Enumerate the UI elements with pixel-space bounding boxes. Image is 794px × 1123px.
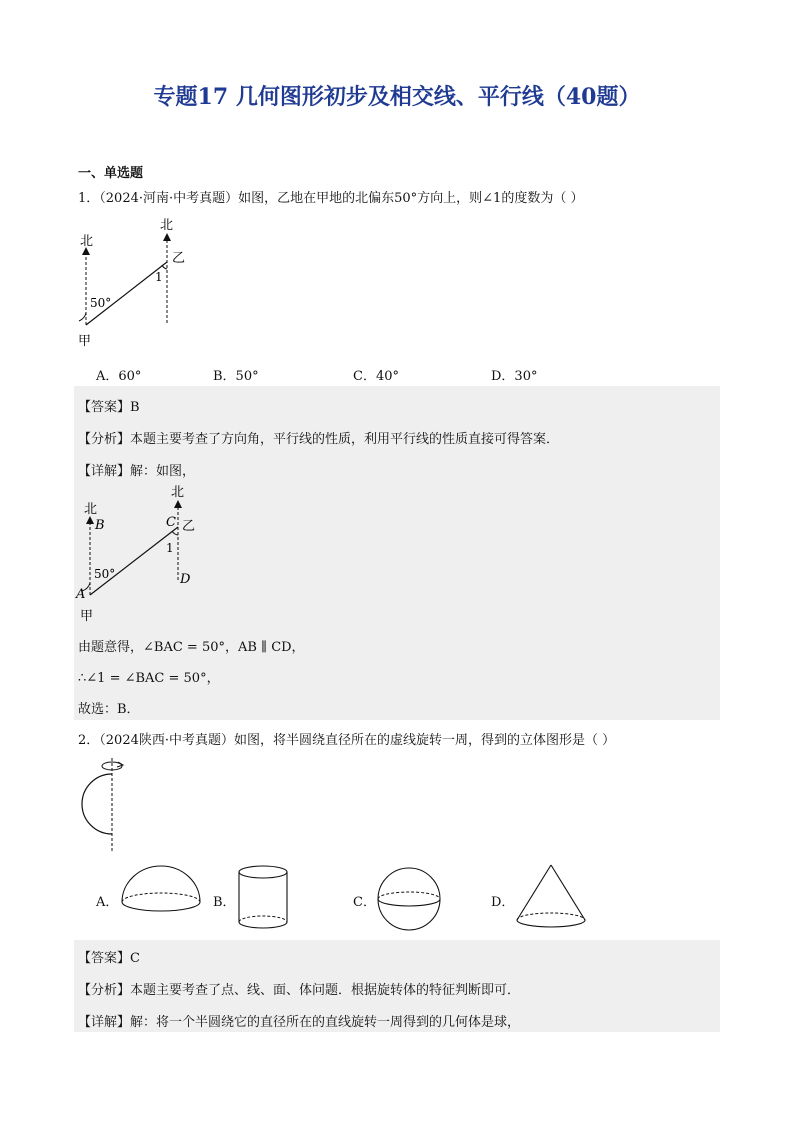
label-D: D [180,572,191,587]
q1-line1: 由题意得，∠BAC = 50°，AB ∥ CD， [78,640,305,655]
q2-option-c: C． [353,895,376,910]
label-north-left: 北 [84,502,98,517]
label-one: 1 [155,270,163,284]
q1-detail-figure [70,480,210,625]
q2-option-a: A． [96,895,119,910]
cone-icon [514,862,588,932]
label-A: A [76,587,86,602]
q1-detail-intro: 【详解】解：如图， [78,464,196,479]
label-jia: 甲 [80,609,94,624]
q2-figure [70,752,140,856]
q2-answer: 【答案】C [78,951,140,966]
label-north-right: 北 [160,218,174,233]
q1-option-d: D．30° [491,369,538,384]
q2-analysis: 【分析】本题主要考查了点、线、面、体问题．根据旋转体的特征判断即可． [78,983,521,998]
semicircle [82,774,112,834]
label-north-right: 北 [171,485,185,500]
segment-AC [90,527,178,595]
label-50: 50° [90,296,112,310]
q1-option-b: B．50° [213,369,259,384]
q1-answer: 【答案】B [78,400,140,415]
q2-option-d: D． [491,895,515,910]
section-heading: 一、单选题 [78,166,144,181]
q1-line2: ∴∠1 = ∠BAC = 50°， [78,671,220,686]
q1-option-a: A．60° [96,369,142,384]
q1-stem: 1．（2024·河南·中考真题）如图，乙地在甲地的北偏东50°方向上，则∠1的度数为（ ） [78,191,584,206]
angle-arc-1 [162,265,167,269]
q1-option-c: C．40° [353,369,399,384]
label-yi: 乙 [182,519,196,534]
q2-detail: 【详解】解：将一个半圆绕它的直径所在的直线旋转一周得到的几何体是球， [78,1015,521,1030]
label-C: C [166,515,176,530]
label-one: 1 [166,541,174,555]
q2-option-b: B． [213,895,236,910]
hemisphere-icon [120,862,202,918]
sphere-icon [376,866,442,932]
q2-stem: 2．（2024陕西·中考真题）如图，将半圆绕直径所在的虚线旋转一周，得到的立体图形是（ ） [78,733,616,748]
label-yi: 乙 [172,251,186,266]
angle-arc-50 [79,313,86,321]
label-jia: 甲 [78,334,92,349]
label-north-left: 北 [80,234,94,249]
q1-analysis: 【分析】本题主要考查了方向角，平行线的性质，利用平行线的性质直接可得答案． [78,432,560,447]
label-50: 50° [94,567,116,581]
page-title: 专题17 几何图形初步及相交线、平行线（40题） [153,84,641,110]
q1-line3: 故选：B． [78,702,140,717]
label-B: B [95,518,105,533]
q1-figure [70,215,200,350]
cylinder-icon [236,862,292,932]
angle-arc-1 [172,531,178,535]
